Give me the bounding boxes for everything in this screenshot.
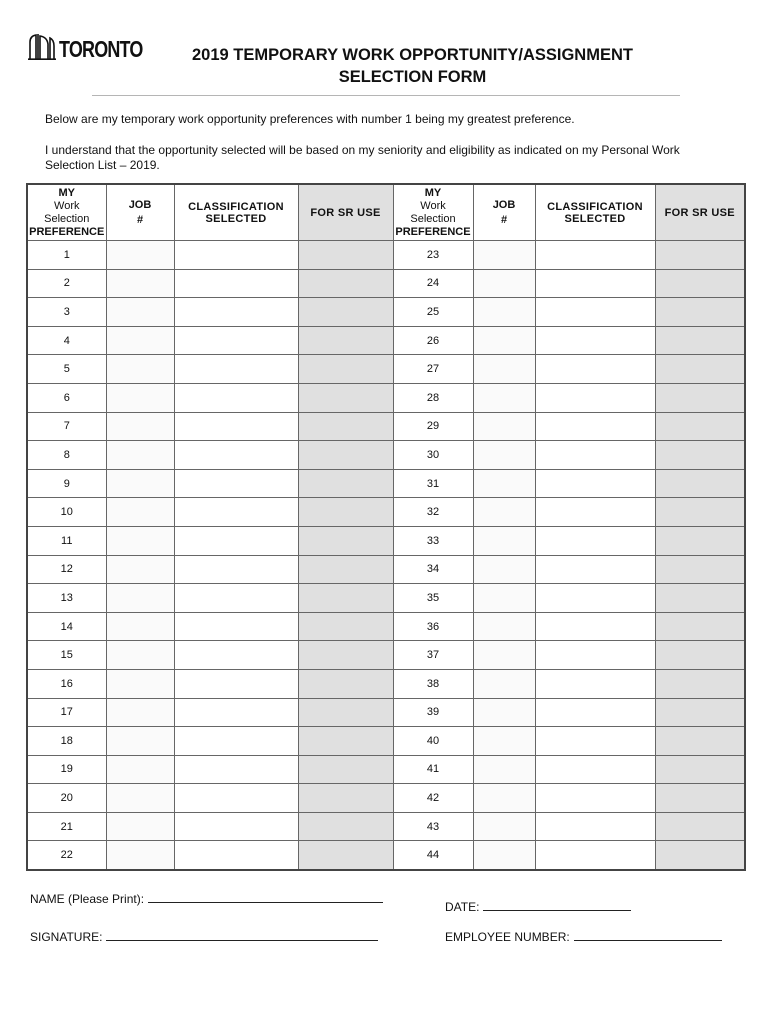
classification-cell-left[interactable]: [174, 526, 298, 555]
classification-cell-left[interactable]: [174, 241, 298, 270]
job-number-cell-right[interactable]: [473, 841, 535, 870]
preference-number-left: 5: [27, 355, 106, 384]
preference-number-right: 33: [393, 526, 473, 555]
preference-number-right: 28: [393, 383, 473, 412]
classification-cell-left[interactable]: [174, 412, 298, 441]
selection-table: [26, 183, 746, 871]
sr-use-cell-right: [655, 383, 745, 412]
classification-cell-left[interactable]: [174, 755, 298, 784]
table-row: [27, 269, 745, 298]
header-preference-right: MY Work Selection PREFERENCE: [393, 184, 473, 241]
preference-number-left: 19: [27, 755, 106, 784]
job-number-cell-left[interactable]: [106, 641, 174, 670]
sr-use-cell-right: [655, 841, 745, 870]
classification-cell-right[interactable]: [535, 441, 655, 470]
name-field[interactable]: [30, 892, 383, 906]
classification-cell-right[interactable]: [535, 498, 655, 527]
classification-cell-right[interactable]: [535, 526, 655, 555]
form-title-line1: 2019 TEMPORARY WORK OPPORTUNITY/ASSIGNMENT: [192, 46, 633, 64]
classification-cell-left[interactable]: [174, 383, 298, 412]
classification-cell-right[interactable]: [535, 698, 655, 727]
sr-use-cell-left: [298, 669, 393, 698]
classification-cell-right[interactable]: [535, 669, 655, 698]
table-row: [27, 241, 745, 270]
signature-line[interactable]: [106, 939, 378, 941]
preference-number-right: 29: [393, 412, 473, 441]
preference-number-right: 27: [393, 355, 473, 384]
sr-use-cell-left: [298, 727, 393, 756]
preference-number-right: 39: [393, 698, 473, 727]
classification-cell-right[interactable]: [535, 355, 655, 384]
form-title: [160, 44, 665, 88]
sr-use-cell-left: [298, 355, 393, 384]
classification-cell-right[interactable]: [535, 841, 655, 870]
preference-number-left: 20: [27, 784, 106, 813]
classification-cell-left[interactable]: [174, 326, 298, 355]
preference-number-right: 38: [393, 669, 473, 698]
classification-cell-right[interactable]: [535, 584, 655, 613]
classification-cell-left[interactable]: [174, 812, 298, 841]
preference-number-left: 17: [27, 698, 106, 727]
sr-use-cell-left: [298, 812, 393, 841]
table-row: [27, 841, 745, 870]
preference-number-left: 1: [27, 241, 106, 270]
preference-number-left: 13: [27, 584, 106, 613]
sr-use-cell-left: [298, 612, 393, 641]
toronto-city-hall-icon: [28, 32, 56, 60]
job-number-cell-left[interactable]: [106, 355, 174, 384]
preference-number-left: 18: [27, 727, 106, 756]
preference-number-left: 6: [27, 383, 106, 412]
job-number-cell-left[interactable]: [106, 555, 174, 584]
sr-use-cell-right: [655, 498, 745, 527]
sr-use-cell-left: [298, 441, 393, 470]
sr-use-cell-right: [655, 698, 745, 727]
sr-use-cell-left: [298, 555, 393, 584]
job-number-cell-right[interactable]: [473, 412, 535, 441]
classification-cell-right[interactable]: [535, 612, 655, 641]
table-row: [27, 612, 745, 641]
header-classification-right: CLASSIFICATION SELECTED: [535, 184, 655, 241]
sr-use-cell-left: [298, 298, 393, 327]
preference-number-left: 2: [27, 269, 106, 298]
classification-cell-left[interactable]: [174, 441, 298, 470]
classification-cell-left[interactable]: [174, 669, 298, 698]
sr-use-cell-right: [655, 555, 745, 584]
sr-use-cell-left: [298, 698, 393, 727]
sr-use-cell-left: [298, 469, 393, 498]
sr-use-cell-right: [655, 526, 745, 555]
preference-number-left: 7: [27, 412, 106, 441]
job-number-cell-right[interactable]: [473, 727, 535, 756]
preference-number-right: 37: [393, 641, 473, 670]
preference-number-right: 31: [393, 469, 473, 498]
sr-use-cell-left: [298, 755, 393, 784]
title-divider: [92, 95, 680, 96]
table-row: [27, 498, 745, 527]
classification-cell-left[interactable]: [174, 498, 298, 527]
classification-cell-right[interactable]: [535, 641, 655, 670]
sr-use-cell-right: [655, 641, 745, 670]
classification-cell-left[interactable]: [174, 584, 298, 613]
sr-use-cell-left: [298, 383, 393, 412]
job-number-cell-right[interactable]: [473, 641, 535, 670]
toronto-logo: [28, 30, 166, 60]
preference-number-right: 44: [393, 841, 473, 870]
sr-use-cell-left: [298, 841, 393, 870]
classification-cell-left[interactable]: [174, 612, 298, 641]
job-number-cell-left[interactable]: [106, 269, 174, 298]
classification-cell-left[interactable]: [174, 355, 298, 384]
preference-number-left: 11: [27, 526, 106, 555]
job-number-cell-right[interactable]: [473, 784, 535, 813]
classification-cell-right[interactable]: [535, 383, 655, 412]
preference-number-left: 14: [27, 612, 106, 641]
date-field[interactable]: [445, 900, 631, 914]
sr-use-cell-right: [655, 355, 745, 384]
job-number-cell-right[interactable]: [473, 498, 535, 527]
classification-cell-left[interactable]: [174, 727, 298, 756]
table-row: [27, 298, 745, 327]
table-row: [27, 469, 745, 498]
job-number-cell-right[interactable]: [473, 241, 535, 270]
classification-cell-right[interactable]: [535, 727, 655, 756]
job-number-cell-right[interactable]: [473, 526, 535, 555]
classification-cell-left[interactable]: [174, 555, 298, 584]
classification-cell-left[interactable]: [174, 698, 298, 727]
employee-number-label: EMPLOYEE NUMBER:: [445, 930, 570, 944]
sr-use-cell-right: [655, 241, 745, 270]
sr-use-cell-left: [298, 584, 393, 613]
table-row: [27, 727, 745, 756]
table-row: [27, 784, 745, 813]
sr-use-cell-left: [298, 784, 393, 813]
table-row: [27, 412, 745, 441]
job-number-cell-left[interactable]: [106, 298, 174, 327]
sr-use-cell-right: [655, 298, 745, 327]
classification-cell-right[interactable]: [535, 241, 655, 270]
job-number-cell-right[interactable]: [473, 698, 535, 727]
sr-use-cell-right: [655, 669, 745, 698]
preference-number-left: 10: [27, 498, 106, 527]
preference-number-right: 40: [393, 727, 473, 756]
signature-field[interactable]: [30, 930, 378, 944]
table-row: [27, 669, 745, 698]
preference-number-left: 9: [27, 469, 106, 498]
sr-use-cell-right: [655, 784, 745, 813]
preference-number-left: 21: [27, 812, 106, 841]
preference-number-right: 25: [393, 298, 473, 327]
job-number-cell-right[interactable]: [473, 612, 535, 641]
sr-use-cell-left: [298, 526, 393, 555]
job-number-cell-right[interactable]: [473, 355, 535, 384]
preference-number-right: 35: [393, 584, 473, 613]
name-line[interactable]: [148, 901, 383, 903]
sr-use-cell-left: [298, 241, 393, 270]
sr-use-cell-right: [655, 412, 745, 441]
job-number-cell-right[interactable]: [473, 441, 535, 470]
sr-use-cell-right: [655, 326, 745, 355]
sr-use-cell-right: [655, 612, 745, 641]
table-row: [27, 755, 745, 784]
job-number-cell-right[interactable]: [473, 469, 535, 498]
job-number-cell-left[interactable]: [106, 669, 174, 698]
table-header-row: [27, 184, 745, 241]
preference-number-right: 43: [393, 812, 473, 841]
classification-cell-left[interactable]: [174, 269, 298, 298]
job-number-cell-left[interactable]: [106, 498, 174, 527]
header-classification-left: CLASSIFICATION SELECTED: [174, 184, 298, 241]
job-number-cell-right[interactable]: [473, 669, 535, 698]
preference-number-left: 16: [27, 669, 106, 698]
job-number-cell-left[interactable]: [106, 841, 174, 870]
job-number-cell-left[interactable]: [106, 441, 174, 470]
table-row: [27, 526, 745, 555]
job-number-cell-left[interactable]: [106, 469, 174, 498]
table-row: [27, 812, 745, 841]
table-row: [27, 441, 745, 470]
header-sr-use-left: FOR SR USE: [298, 184, 393, 241]
sr-use-cell-left: [298, 498, 393, 527]
header-sr-use-right: FOR SR USE: [655, 184, 745, 241]
job-number-cell-right[interactable]: [473, 755, 535, 784]
job-number-cell-left[interactable]: [106, 526, 174, 555]
preference-number-left: 4: [27, 326, 106, 355]
employee-number-field[interactable]: [445, 930, 722, 944]
classification-cell-left[interactable]: [174, 784, 298, 813]
classification-cell-right[interactable]: [535, 298, 655, 327]
preference-number-right: 23: [393, 241, 473, 270]
employee-number-line[interactable]: [574, 939, 722, 941]
preference-number-left: 15: [27, 641, 106, 670]
preference-number-right: 36: [393, 612, 473, 641]
understanding-note: I understand that the opportunity selected will be based on my seniority and eligibility as indicated on my Personal Work Selection List – 2019.: [45, 143, 680, 172]
signature-label: SIGNATURE:: [30, 930, 103, 944]
table-body: [27, 241, 745, 871]
preference-number-right: 26: [393, 326, 473, 355]
sr-use-cell-left: [298, 412, 393, 441]
preference-number-left: 22: [27, 841, 106, 870]
preference-number-left: 3: [27, 298, 106, 327]
job-number-cell-left[interactable]: [106, 412, 174, 441]
job-number-cell-right[interactable]: [473, 584, 535, 613]
classification-cell-left[interactable]: [174, 469, 298, 498]
classification-cell-right[interactable]: [535, 412, 655, 441]
classification-cell-right[interactable]: [535, 755, 655, 784]
job-number-cell-left[interactable]: [106, 612, 174, 641]
sr-use-cell-right: [655, 727, 745, 756]
table-row: [27, 383, 745, 412]
header-preference-left: MY Work Selection PREFERENCE: [27, 184, 106, 241]
preference-number-right: 34: [393, 555, 473, 584]
preference-number-right: 32: [393, 498, 473, 527]
preference-note: Below are my temporary work opportunity preferences with number 1 being my greatest preference.: [45, 112, 575, 126]
sr-use-cell-right: [655, 469, 745, 498]
classification-cell-right[interactable]: [535, 555, 655, 584]
sr-use-cell-left: [298, 269, 393, 298]
table-row: [27, 355, 745, 384]
sr-use-cell-right: [655, 812, 745, 841]
date-label: DATE:: [445, 900, 480, 914]
job-number-cell-left[interactable]: [106, 727, 174, 756]
classification-cell-right[interactable]: [535, 469, 655, 498]
table-row: [27, 555, 745, 584]
job-number-cell-right[interactable]: [473, 383, 535, 412]
job-number-cell-left[interactable]: [106, 698, 174, 727]
sr-use-cell-right: [655, 441, 745, 470]
job-number-cell-left[interactable]: [106, 326, 174, 355]
job-number-cell-left[interactable]: [106, 812, 174, 841]
job-number-cell-right[interactable]: [473, 326, 535, 355]
table-row: [27, 326, 745, 355]
sr-use-cell-left: [298, 641, 393, 670]
form-title-line2: SELECTION FORM: [338, 68, 487, 86]
job-number-cell-left[interactable]: [106, 784, 174, 813]
job-number-cell-left[interactable]: [106, 755, 174, 784]
sr-use-cell-right: [655, 269, 745, 298]
date-line[interactable]: [483, 909, 631, 911]
classification-cell-right[interactable]: [535, 784, 655, 813]
header-job-left: JOB #: [106, 184, 174, 241]
job-number-cell-right[interactable]: [473, 555, 535, 584]
job-number-cell-left[interactable]: [106, 383, 174, 412]
classification-cell-right[interactable]: [535, 269, 655, 298]
table-row: [27, 641, 745, 670]
preference-number-left: 12: [27, 555, 106, 584]
job-number-cell-right[interactable]: [473, 269, 535, 298]
job-number-cell-left[interactable]: [106, 584, 174, 613]
job-number-cell-right[interactable]: [473, 298, 535, 327]
preference-number-right: 24: [393, 269, 473, 298]
sr-use-cell-right: [655, 584, 745, 613]
preference-number-right: 42: [393, 784, 473, 813]
classification-cell-left[interactable]: [174, 641, 298, 670]
sr-use-cell-right: [655, 755, 745, 784]
job-number-cell-right[interactable]: [473, 812, 535, 841]
job-number-cell-left[interactable]: [106, 241, 174, 270]
classification-cell-left[interactable]: [174, 841, 298, 870]
name-label: NAME (Please Print):: [30, 892, 145, 906]
preference-number-right: 41: [393, 755, 473, 784]
sr-use-cell-left: [298, 326, 393, 355]
header-job-right: JOB #: [473, 184, 535, 241]
preference-number-left: 8: [27, 441, 106, 470]
table-row: [27, 584, 745, 613]
classification-cell-left[interactable]: [174, 298, 298, 327]
table-row: [27, 698, 745, 727]
preference-number-right: 30: [393, 441, 473, 470]
logo-text: TORONTO: [59, 36, 143, 62]
classification-cell-right[interactable]: [535, 326, 655, 355]
classification-cell-right[interactable]: [535, 812, 655, 841]
